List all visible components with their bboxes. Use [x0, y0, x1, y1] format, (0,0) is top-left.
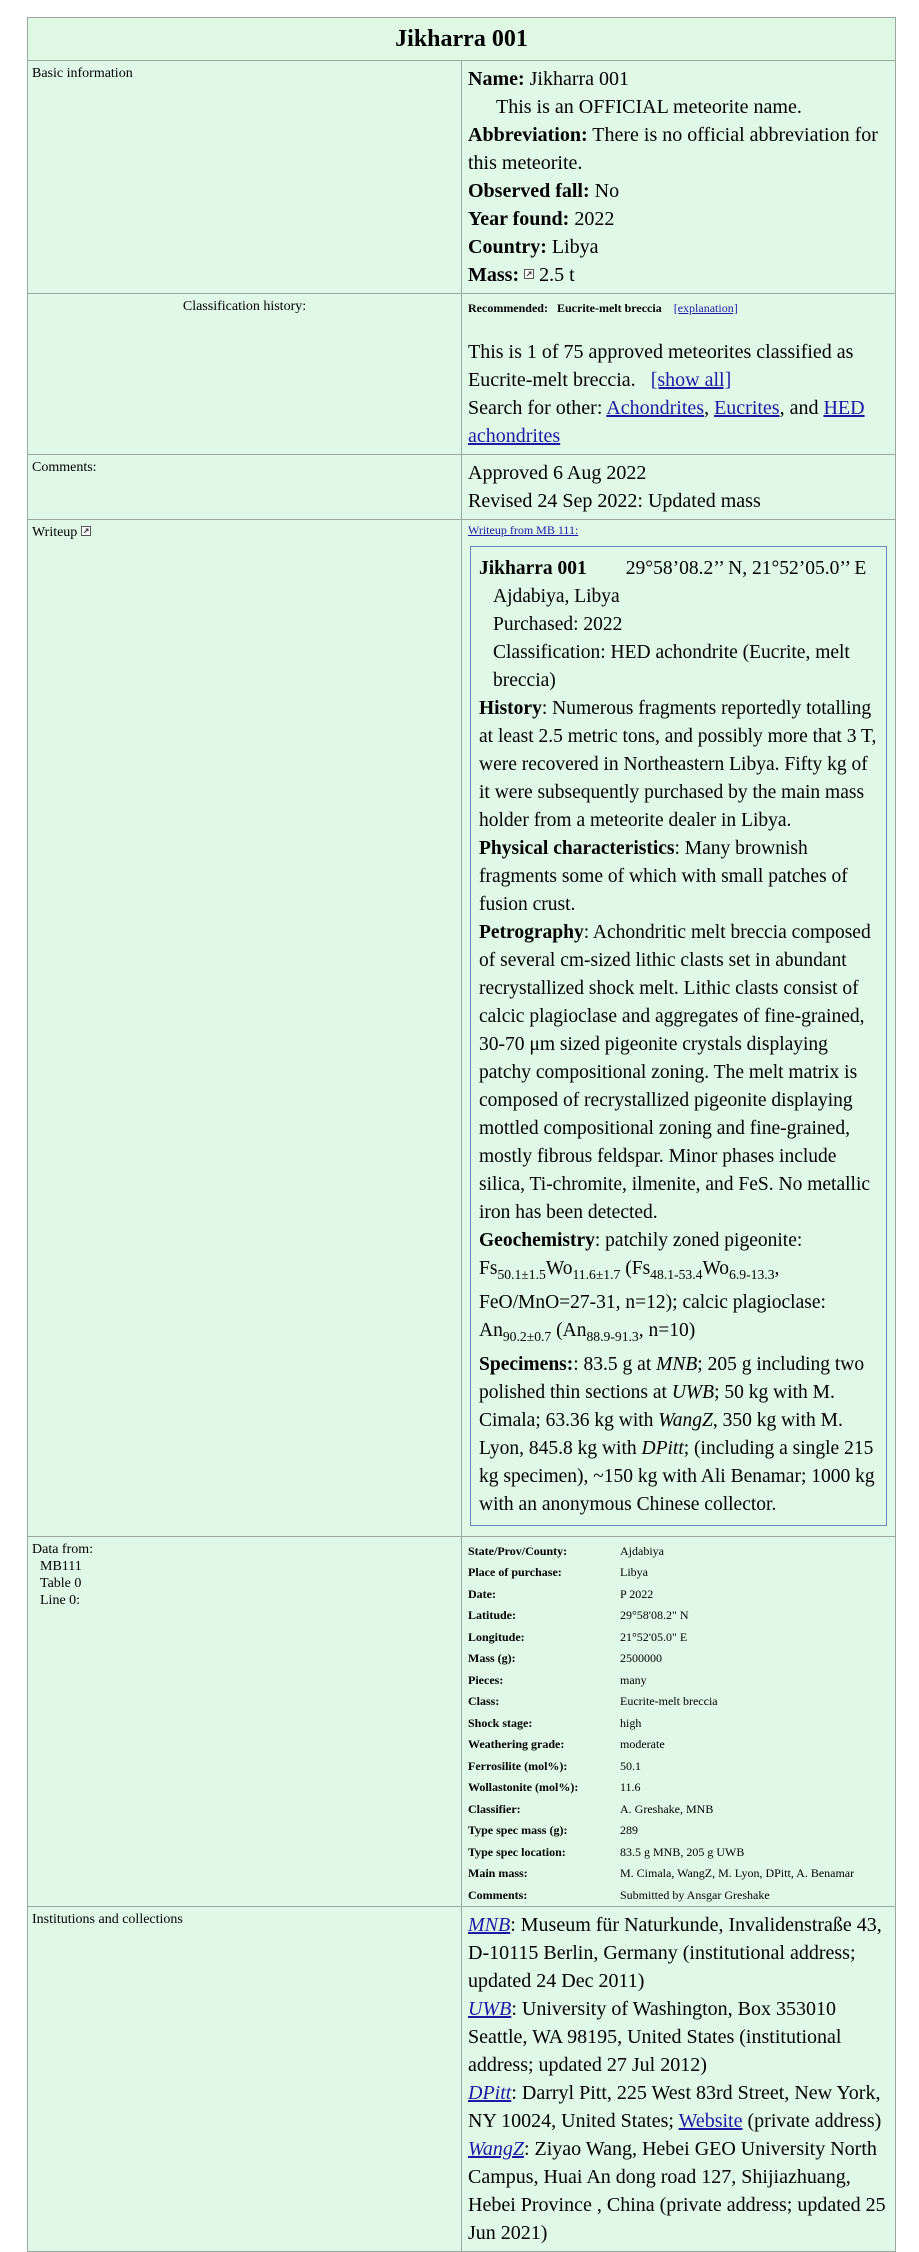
comments-content	[462, 455, 896, 520]
dpitt-link[interactable]: DPitt	[468, 2082, 512, 2105]
data-row-value: Submitted by Ansgar Greshake	[620, 1887, 770, 1902]
page-title: Jikharra 001	[28, 18, 896, 61]
hed-achondrites-link[interactable]: HED achondrites	[468, 397, 865, 447]
spec-text: ; (including a single 215 kg specimen), ~150 kg with Ali Benamar; 1000 kg with an anonymous Chinese collector.	[479, 1437, 875, 1515]
popup-icon[interactable]	[81, 526, 91, 536]
spec-text: ; 50 kg with M. Cimala; 63.36 kg with	[479, 1381, 835, 1431]
specimens-label: Specimens:	[479, 1353, 574, 1375]
revised-date: Revised 24 Sep 2022: Updated mass	[468, 490, 761, 512]
data-row-value: high	[620, 1715, 642, 1730]
data-row-value: 50.1	[620, 1758, 641, 1773]
country-label: Country:	[468, 236, 547, 258]
spec-text: : 83.5 g at	[573, 1353, 657, 1375]
country-value: Libya	[551, 236, 599, 258]
uwb-link[interactable]: UWB	[468, 1998, 512, 2021]
geo-text: (An	[551, 1319, 587, 1341]
data-row-key: Type spec location:	[468, 1844, 566, 1859]
dpitt-text: : Darryl Pitt, 225 West 83rd Street, New York, NY 10024, United States;	[468, 2082, 881, 2133]
data-row-value: Ajdabiya	[620, 1543, 664, 1558]
data-row	[468, 1627, 858, 1649]
geo-sub: 48.1-53.4	[650, 1266, 703, 1282]
writeup-coords: 29°58’08.2’’ N, 21°52’05.0’’ E	[625, 558, 867, 579]
data-row-key: Weathering grade:	[468, 1737, 565, 1752]
data-row-key: Ferrosilite (mol%):	[468, 1758, 568, 1773]
geo-sub: 90.2±0.7	[502, 1328, 552, 1344]
spec-inst: WangZ	[658, 1409, 713, 1431]
name-label: Name:	[468, 68, 525, 90]
meteorite-table	[27, 17, 896, 2252]
data-from-line: Data from:	[32, 1541, 94, 1557]
data-row	[468, 1777, 858, 1799]
spec-text: ; 205 g including two polished thin sections at	[479, 1353, 865, 1403]
geo-sub: 88.9-91.3	[586, 1328, 639, 1344]
writeup-source-link[interactable]: Writeup from MB 111:	[468, 523, 579, 537]
institution-wangz	[468, 2135, 889, 2247]
data-row	[468, 1799, 858, 1821]
data-row	[468, 1691, 858, 1713]
petrography-text: : Achondritic melt breccia composed of several cm-sized lithic clasts set in abundant recrystallized shock melt. Lithic clasts consist of calcic plagioclase and aggregates of fine-grained, 30-70 μm sized pigeonite crystals displaying patchy compositional zoning. The melt matrix is composed of recrystallized pigeonite displaying mottled compositional zoning and fine-grained, mostly fibrous feldspar. Minor phases include silica, Ti-chromite, ilmenite, and FeS. No metallic iron has been detected.	[479, 922, 871, 1223]
abbrev-value: There is no official abbreviation for this meteorite.	[468, 124, 878, 174]
website-link[interactable]: Website	[678, 2110, 743, 2133]
data-row-key: Pieces:	[468, 1672, 504, 1687]
history-paragraph	[479, 695, 878, 835]
data-row	[468, 1842, 858, 1864]
name-value: Jikharra 001	[529, 68, 630, 90]
writeup-box	[470, 546, 887, 1526]
physical-label: Physical characteristics	[479, 838, 675, 859]
geo-text: , n=10)	[638, 1319, 696, 1341]
geo-sub: 11.6±1.7	[572, 1266, 621, 1282]
and-text: , and	[779, 397, 819, 419]
geo-text: Wo	[545, 1258, 573, 1279]
mnb-link[interactable]: MNB	[468, 1914, 511, 1937]
wangz-text: : Ziyao Wang, Hebei GEO University North Campus, Huai An dong road 127, Shijiazhuang, Hebei Province , China (private address; updated 25 Jun 2021)	[468, 2138, 886, 2245]
data-row-value: Libya	[620, 1565, 648, 1580]
recommended-value: Eucrite-melt breccia	[556, 301, 662, 315]
spec-inst: UWB	[671, 1381, 715, 1403]
approved-count-text: This is 1 of 75 approved meteorites classified as Eucrite-melt breccia.	[468, 341, 854, 391]
data-row-value: many	[620, 1672, 647, 1687]
writeup-purchased: Purchased: 2022	[493, 614, 623, 635]
spec-inst: MNB	[656, 1353, 698, 1375]
data-row	[468, 1541, 858, 1563]
data-table	[468, 1541, 858, 1907]
specimens-paragraph	[479, 1351, 878, 1519]
popup-icon[interactable]	[524, 269, 534, 279]
meteorite-record	[27, 17, 896, 2245]
institution-mnb	[468, 1911, 889, 1995]
data-from-line: MB111	[40, 1558, 82, 1574]
explanation-link[interactable]: [explanation]	[673, 301, 738, 315]
data-row-key: Mass (g):	[468, 1651, 516, 1666]
data-row-value: Eucrite-melt breccia	[620, 1694, 718, 1709]
data-row-key: Place of purchase:	[468, 1565, 562, 1580]
data-row-value: 289	[620, 1823, 638, 1838]
data-row-value: A. Greshake, MNB	[620, 1801, 714, 1816]
data-row	[468, 1562, 858, 1584]
data-row	[468, 1863, 858, 1885]
basic-info-row	[28, 61, 896, 294]
show-all-link[interactable]: [show all]	[650, 369, 732, 391]
recommended-label: Recommended:	[468, 301, 548, 315]
data-row-value: 83.5 g MNB, 205 g UWB	[620, 1844, 745, 1859]
data-row-value: 2500000	[620, 1651, 662, 1666]
data-row-value: 11.6	[620, 1780, 641, 1795]
data-row-value: 29°58'08.2" N	[620, 1608, 689, 1623]
data-row	[468, 1820, 858, 1842]
geochemistry-label: Geochemistry	[479, 1230, 595, 1251]
data-from-line: Table 0	[40, 1575, 82, 1591]
petrography-label: Petrography	[479, 922, 584, 943]
mnb-text: : Museum für Naturkunde, Invalidenstraße 43, D-10115 Berlin, Germany (institutional address; updated 24 Dec 2011)	[468, 1914, 882, 1993]
writeup-label-cell	[28, 520, 462, 1537]
data-row	[468, 1756, 858, 1778]
data-from-line: Line 0:	[40, 1592, 81, 1608]
data-row	[468, 1670, 858, 1692]
data-row	[468, 1885, 858, 1907]
data-row	[468, 1584, 858, 1606]
writeup-label: Writeup	[32, 525, 78, 540]
physical-paragraph	[479, 835, 878, 919]
data-row-value: 21°52'05.0" E	[620, 1629, 688, 1644]
spec-inst: DPitt	[641, 1437, 684, 1459]
search-prefix: Search for other:	[468, 397, 603, 419]
history-text: : Numerous fragments reportedly totalling at least 2.5 metric tons, and possibly more that 3 T, were recovered in Northeastern Libya. Fifty kg of it were subsequently purchased by the main mass holder from a meteorite dealer in Libya.	[479, 698, 877, 831]
basic-info-content	[462, 61, 896, 294]
data-row	[468, 1713, 858, 1735]
data-row	[468, 1648, 858, 1670]
mass-label: Mass:	[468, 264, 520, 286]
geo-sub: 6.9-13.3	[729, 1266, 775, 1282]
geo-sub: 50.1±1.5	[497, 1266, 546, 1282]
data-row	[468, 1734, 858, 1756]
data-row-key: Shock stage:	[468, 1715, 533, 1730]
writeup-row	[28, 520, 896, 1537]
data-row-value: moderate	[620, 1737, 665, 1752]
institution-uwb	[468, 1995, 889, 2079]
data-from-row	[28, 1536, 896, 1907]
uwb-text: : University of Washington, Box 353010 Seattle, WA 98195, United States (institutional address; updated 27 Jul 2012)	[468, 1998, 842, 2077]
writeup-location: Ajdabiya, Libya	[493, 586, 620, 607]
writeup-content	[462, 520, 896, 1537]
classification-label: Classification history:	[28, 294, 462, 455]
data-from-label	[28, 1536, 462, 1907]
data-from-content	[462, 1536, 896, 1907]
institutions-row	[28, 1907, 896, 2252]
institutions-content	[462, 1907, 896, 2252]
achondrites-link[interactable]: Achondrites	[606, 397, 705, 419]
basic-info-label: Basic information	[28, 61, 462, 294]
fall-label: Observed fall:	[468, 180, 590, 202]
data-row-key: Classifier:	[468, 1801, 521, 1816]
dpitt-tail: (private address)	[742, 2110, 882, 2133]
wangz-link[interactable]: WangZ	[468, 2138, 524, 2161]
writeup-classification: Classification: HED achondrite (Eucrite, melt breccia)	[493, 642, 850, 691]
institutions-label	[28, 1907, 462, 2252]
year-value: 2022	[574, 208, 615, 230]
classification-content: Recommended: Eucrite-melt breccia [explanation] This is 1 of 75 approved meteorites classified as Eucrite-melt breccia. [show all] Search for other: Achondrites, Eucrites, and HED achondrites	[462, 294, 896, 455]
approved-date: Approved 6 Aug 2022	[468, 462, 647, 484]
year-label: Year found:	[468, 208, 570, 230]
institution-dpitt	[468, 2079, 889, 2135]
data-row-value: P 2022	[620, 1586, 654, 1601]
data-row-key: Wollastonite (mol%):	[468, 1780, 579, 1795]
data-row-key: Comments:	[468, 1887, 528, 1902]
data-row-key: Date:	[468, 1586, 496, 1601]
data-row-key: Class:	[468, 1694, 500, 1709]
history-label: History	[479, 698, 542, 719]
fall-value: No	[594, 180, 620, 202]
geochemistry-paragraph	[479, 1227, 878, 1351]
data-row-key: State/Prov/County:	[468, 1543, 568, 1558]
data-row-value: M. Cimala, WangZ, M. Lyon, DPitt, A. Benamar	[620, 1866, 855, 1881]
spec-text: , 350 kg with M. Lyon, 845.8 kg with	[479, 1409, 843, 1459]
comments-row	[28, 455, 896, 520]
data-row-key: Main mass:	[468, 1866, 528, 1881]
eucrites-link[interactable]: Eucrites	[714, 397, 780, 419]
mass-value: 2.5 t	[539, 264, 575, 286]
classification-row	[28, 294, 896, 455]
institutions-label-text: Institutions and collections	[32, 1912, 183, 1928]
data-row-key: Type spec mass (g):	[468, 1823, 568, 1838]
geo-text: Wo	[702, 1258, 730, 1279]
writeup-name: Jikharra 001	[479, 558, 587, 579]
physical-text: : Many brownish fragments some of which with small patches of fusion crust.	[479, 838, 848, 915]
petrography-paragraph	[479, 919, 878, 1227]
geo-text: , FeO/MnO=27-31, n=12); calcic plagioclase: An	[479, 1258, 826, 1341]
data-row	[468, 1605, 858, 1627]
abbrev-label: Abbreviation:	[468, 124, 588, 146]
comments-label: Comments:	[28, 455, 462, 520]
geo-text: : patchily zoned pigeonite: Fs	[479, 1230, 803, 1279]
data-row-key: Longitude:	[468, 1629, 525, 1644]
official-note: This is an OFFICIAL meteorite name.	[496, 96, 802, 118]
data-row-key: Latitude:	[468, 1608, 516, 1623]
geo-text: (Fs	[620, 1258, 651, 1279]
